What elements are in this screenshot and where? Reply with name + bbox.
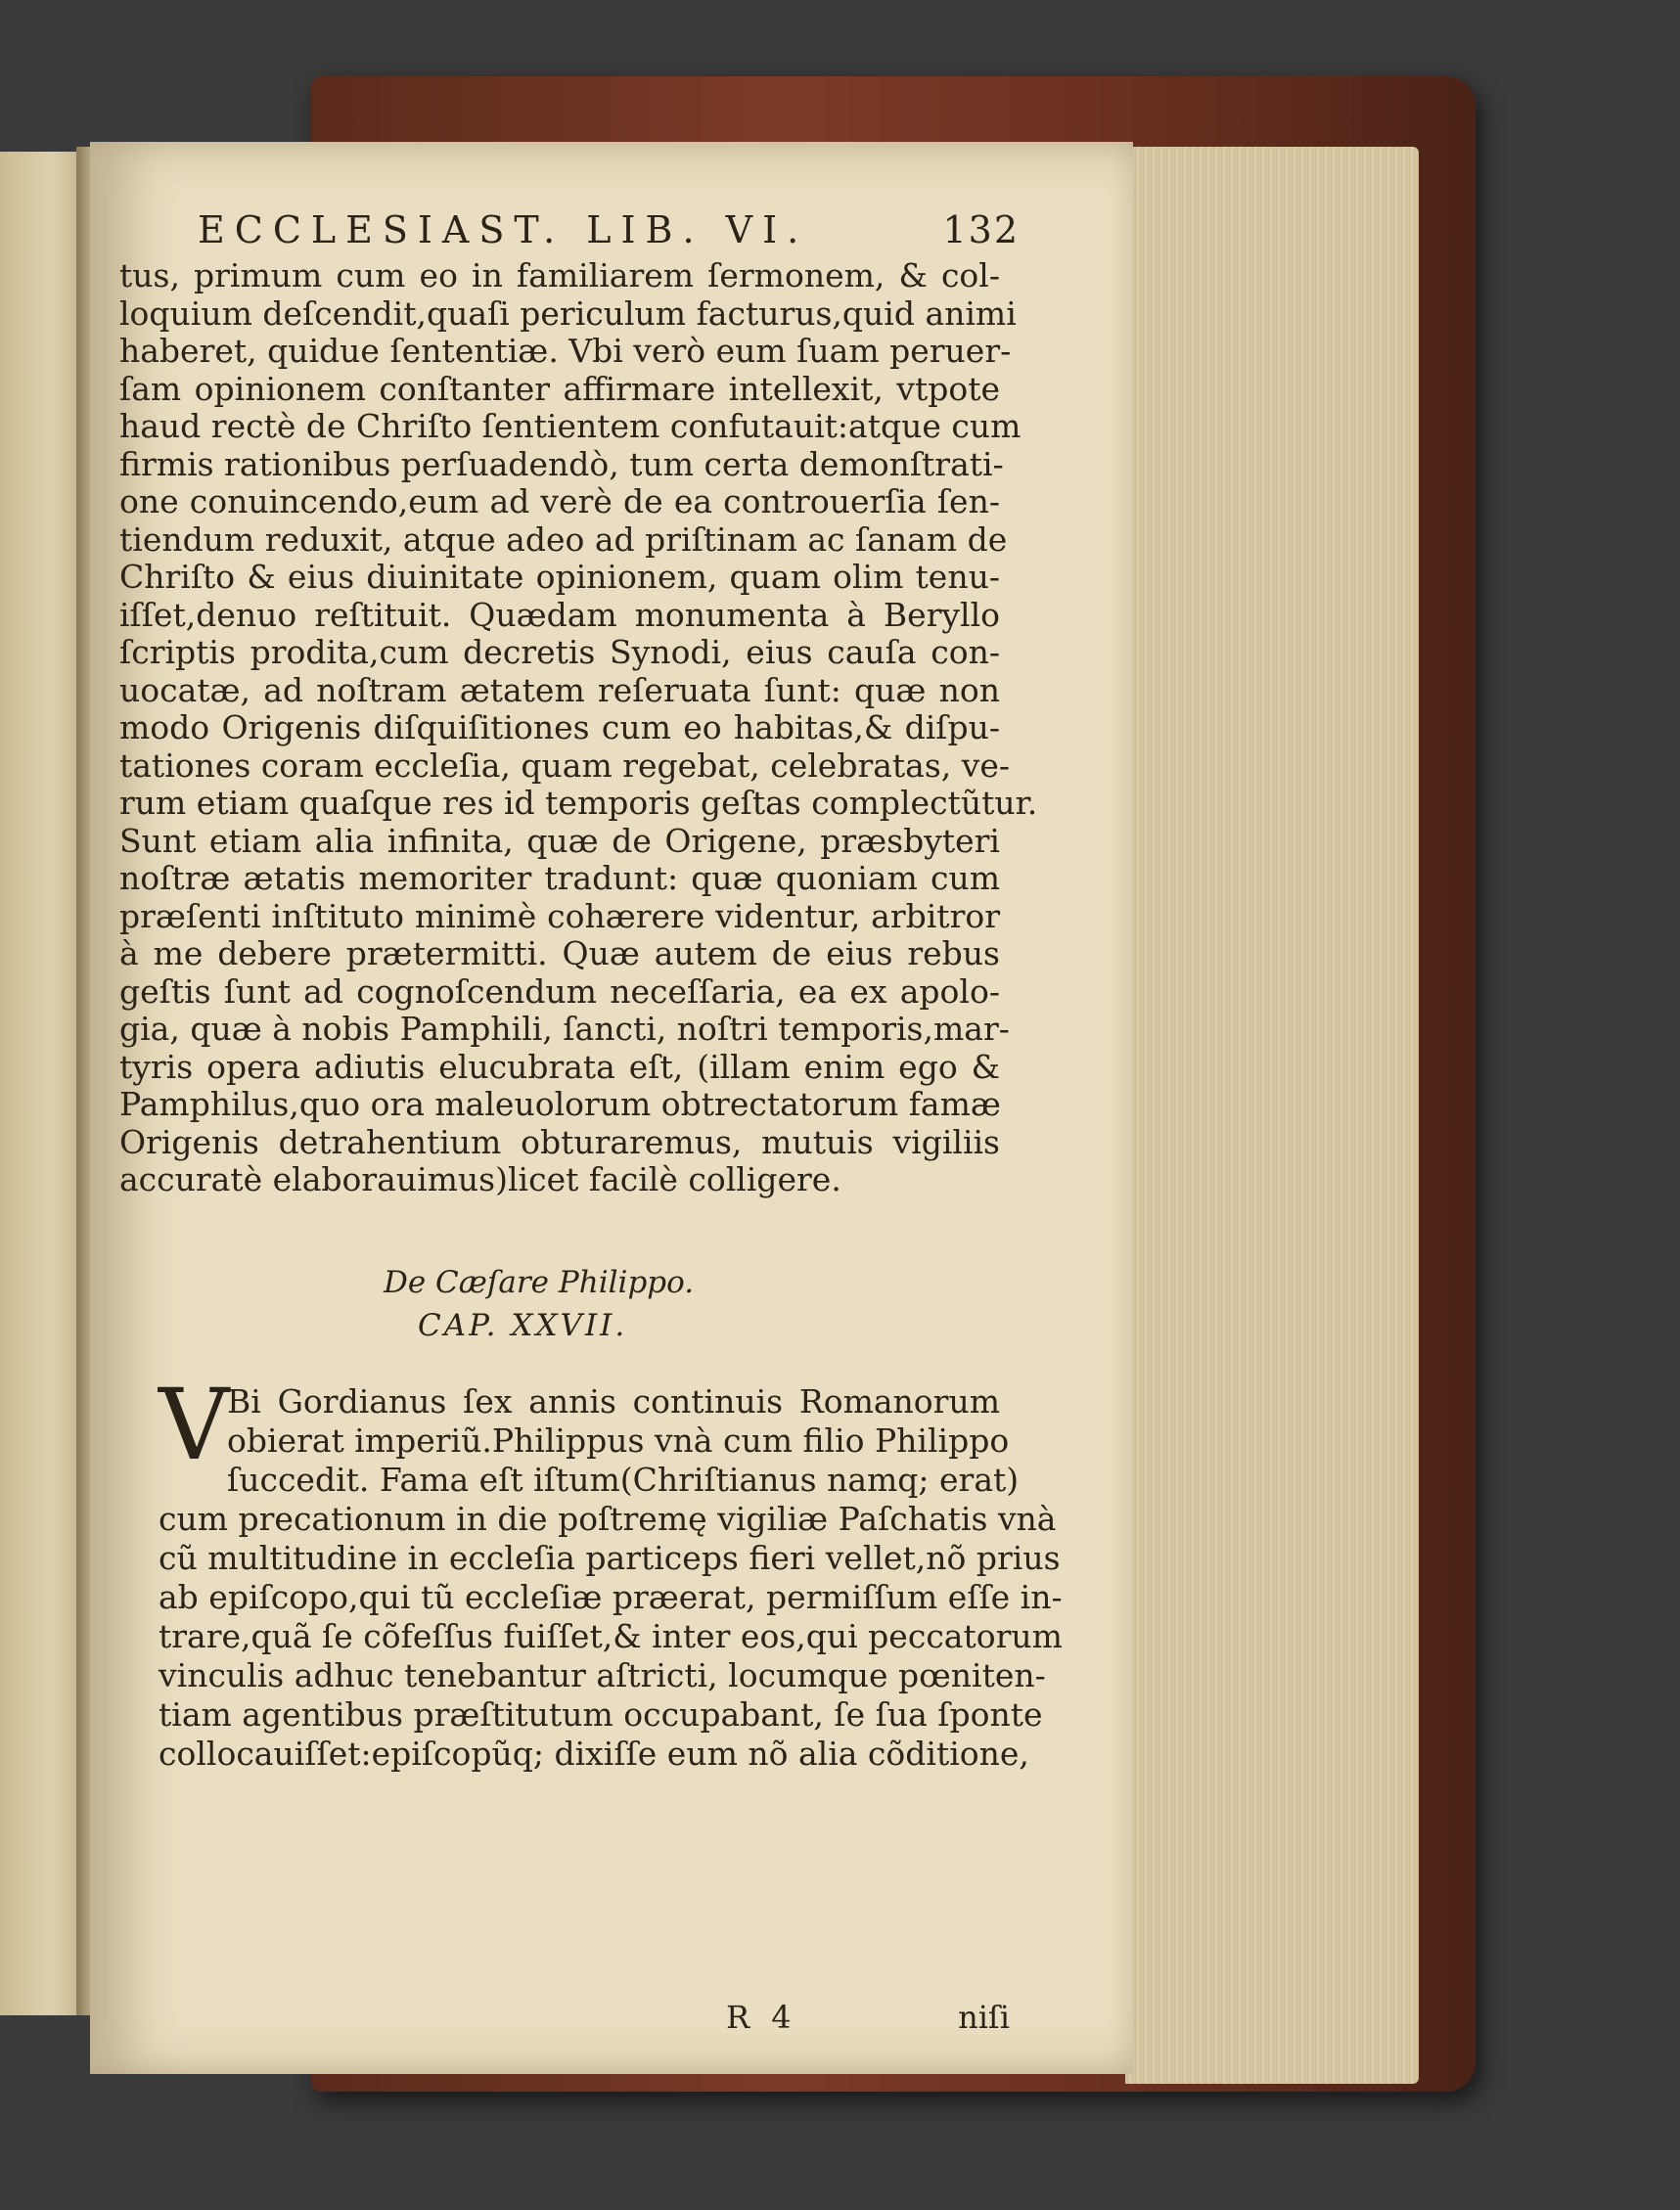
chapter-text [159,1382,1063,1774]
text-line: ab epiſcopo,qui tũ eccleſiæ præerat, permiſſum eſſe in- [159,1578,1063,1616]
text-line: accuratè elaborauimus)licet facilè colligere. [119,1160,841,1198]
text-line: obierat imperiũ.Philippus vnà cum filio Philippo [227,1421,1010,1460]
text-line: one conuincendo,eum ad verè de ea controuerſia ſen- [119,482,1000,520]
catchword: niſi [958,1999,1010,2036]
text-line: iſſet,denuo reſtituit. Quædam monumenta à Beryllo [119,595,1000,634]
text-line: tyris opera adiutis elucubrata eſt, (illam enim ego & [119,1047,1000,1086]
running-head [198,208,1020,251]
text-line: rum etiam quaſque res id temporis geſtas complectũtur. [119,784,1038,822]
book-page [90,142,1133,2074]
text-line: firmis rationibus perſuadendò, tum certa demonſtrati- [119,444,1004,483]
body-text [119,256,1038,1199]
text-line: collocauiſſet:epiſcopũq; dixiſſe eum nõ alia cõditione, [159,1735,1029,1773]
text-line: modo Origenis diſquiſitiones cum eo habitas,& diſpu- [119,708,1000,746]
text-line: Pamphilus,quo ora maleuolorum obtrectatorum famæ [119,1085,1001,1123]
text-line: haberet, quidue ſententiæ. Vbi verò eum ſuam peruer- [119,332,1012,370]
drop-capital: V [159,1368,230,1482]
text-line: trare,quã ſe cõfeſſus fuiſſet,& inter eos,qui peccatorum [159,1617,1063,1655]
text-line: ſuccedit. Fama eſt iſtum(Chriſtianus namq; erat) [227,1461,1020,1499]
text-line: vinculis adhuc tenebantur aſtricti, locumque pœniten- [159,1656,1046,1694]
text-line: à me debere prætermitti. Quæ autem de eius rebus [119,934,1000,972]
running-title: ECCLESIAST. LIB. VI. [198,208,809,251]
text-line: Origenis detrahentium obturaremus, mutuis vigiliis [119,1122,1000,1161]
text-line: loquium deſcendit,quaſi periculum facturus,quid animi [119,293,1017,333]
text-line: tiam agentibus præſtitutum occupabant, ſe ſua ſponte [159,1695,1043,1734]
text-line: Sunt etiam alia infinita, quæ de Origene, præsbyteri [119,821,1000,860]
text-line: haud rectè de Chriſto ſentientem confutauit:atque cum [119,407,1022,445]
text-line: cum precationum in die poſtremę vigiliæ Paſchatis vnà [159,1500,1057,1538]
text-line: Bi Gordianus ſex annis continuis Romanorum [227,1382,1000,1421]
text-line: tiendum reduxit, atque adeo ad priſtinam ac ſanam de [119,519,1008,559]
chapter-number: CAP. XXVII. [418,1308,628,1343]
text-line: noſtræ ætatis memoriter tradunt: quæ quoniam cum [119,859,1000,897]
text-line: gia, quæ à nobis Pamphili, ſancti, noſtri temporis,mar- [119,1010,1010,1048]
text-line: ſcriptis prodita,cum decretis Synodi, eius cauſa con- [119,633,1000,671]
page-footer [198,1999,1010,2036]
facing-page-fragment [0,152,86,2015]
text-line: uocatæ, ad noſtram ætatem reſeruata ſunt: quæ non [119,670,1000,709]
chapter-title: De Cæſare Philippo. [384,1265,695,1300]
text-line: cũ multitudine in eccleſia particeps fieri vellet,nõ prius [159,1539,1061,1577]
page-number: 132 [942,208,1020,251]
text-line: præſenti inſtituto minimè cohærere videntur, arbitror [119,896,1000,935]
page-fore-edge [1125,147,1419,2084]
text-line: tationes coram eccleſia, quam regebat, celebratas, ve- [119,745,1011,785]
signature-mark: R 4 [726,1999,797,2036]
text-line: tus, primum cum eo in familiarem ſermonem, & col- [119,256,1000,294]
text-line: geſtis ſunt ad cognoſcendum neceſſaria, ea ex apolo- [119,971,1000,1011]
text-line: Chriſto & eius diuinitate opinionem, quam olim tenu- [119,558,1000,596]
text-line: ſam opinionem conſtanter affirmare intellexit, vtpote [119,369,1000,408]
